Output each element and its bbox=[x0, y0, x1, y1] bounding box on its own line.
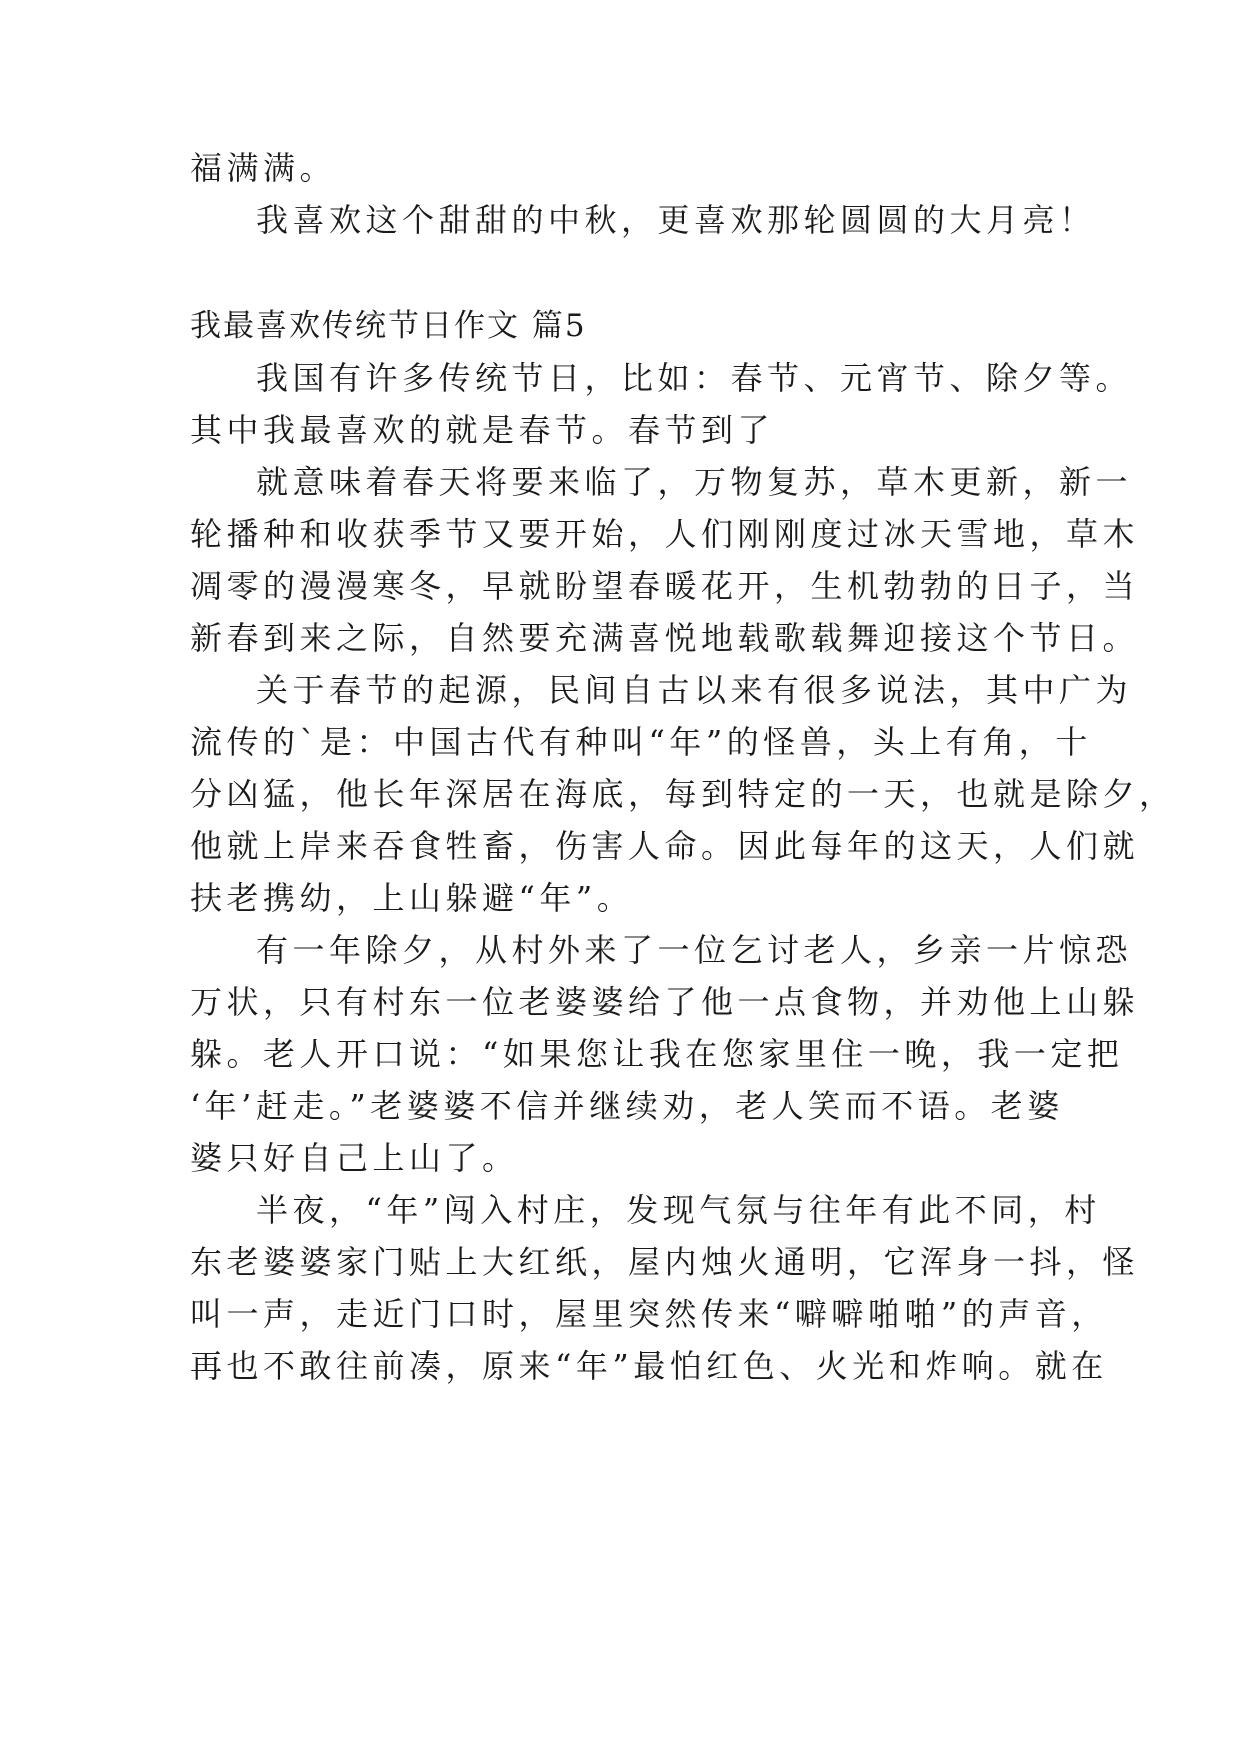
paragraph-line: 福满满。 bbox=[190, 149, 337, 187]
paragraph-line: 流传的`是：中国古代有种叫“年”的怪兽，头上有角，十 bbox=[190, 723, 1092, 761]
paragraph-line: 关于春节的起源，民间自古以来有很多说法，其中广为 bbox=[256, 671, 1133, 709]
paragraph-line: 新春到来之际，自然要充满喜悦地载歌载舞迎接这个节日。 bbox=[190, 619, 1140, 657]
paragraph-line: 有一年除夕，从村外来了一位乞讨老人，乡亲一片惊恐 bbox=[256, 931, 1133, 969]
paragraph-line: 东老婆婆家门贴上大红纸，屋内烛火通明，它浑身一抖，怪 bbox=[190, 1243, 1140, 1281]
paragraph-line: 其中我最喜欢的就是春节。春节到了 bbox=[190, 411, 775, 449]
paragraph-line: 凋零的漫漫寒冬，早就盼望春暖花开，生机勃勃的日子，当 bbox=[190, 567, 1140, 605]
paragraph-line: 半夜，“年”闯入村庄，发现气氛与往年有此不同，村 bbox=[256, 1191, 1101, 1229]
section-heading: 我最喜欢传统节日作文 篇5 bbox=[190, 308, 587, 344]
paragraph-line: 扶老携幼，上山躲避“年”。 bbox=[190, 879, 634, 917]
paragraph-line: 我喜欢这个甜甜的中秋，更喜欢那轮圆圆的大月亮！ bbox=[256, 201, 1096, 239]
paragraph-line: ‘年’赶走。”老婆婆不信并继续劝，老人笑而不语。老婆 bbox=[190, 1087, 1064, 1125]
paragraph-line: 分凶猛，他长年深居在海底，每到特定的一天，也就是除夕， bbox=[190, 775, 1176, 813]
paragraph-line: 就意味着春天将要来临了，万物复苏，草木更新，新一 bbox=[256, 463, 1133, 501]
paragraph-line: 他就上岸来吞食牲畜，伤害人命。因此每年的这天，人们就 bbox=[190, 827, 1140, 865]
paragraph-line: 我国有许多传统节日，比如：春节、元宵节、除夕等。 bbox=[256, 359, 1133, 397]
paragraph-line: 婆只好自己上山了。 bbox=[190, 1139, 519, 1177]
paragraph-line: 轮播种和收获季节又要开始，人们刚刚度过冰天雪地，草木 bbox=[190, 515, 1140, 553]
paragraph-line: 躲。老人开口说：“如果您让我在您家里住一晚，我一定把 bbox=[190, 1035, 1124, 1073]
paragraph-line: 万状，只有村东一位老婆婆给了他一点食物，并劝他上山躲 bbox=[190, 983, 1140, 1021]
paragraph-line: 再也不敢往前凑，原来“年”最怕红色、火光和炸响。就在 bbox=[190, 1347, 1108, 1385]
paragraph-line: 叫一声，走近门口时，屋里突然传来“噼噼啪啪”的声音， bbox=[190, 1295, 1108, 1333]
